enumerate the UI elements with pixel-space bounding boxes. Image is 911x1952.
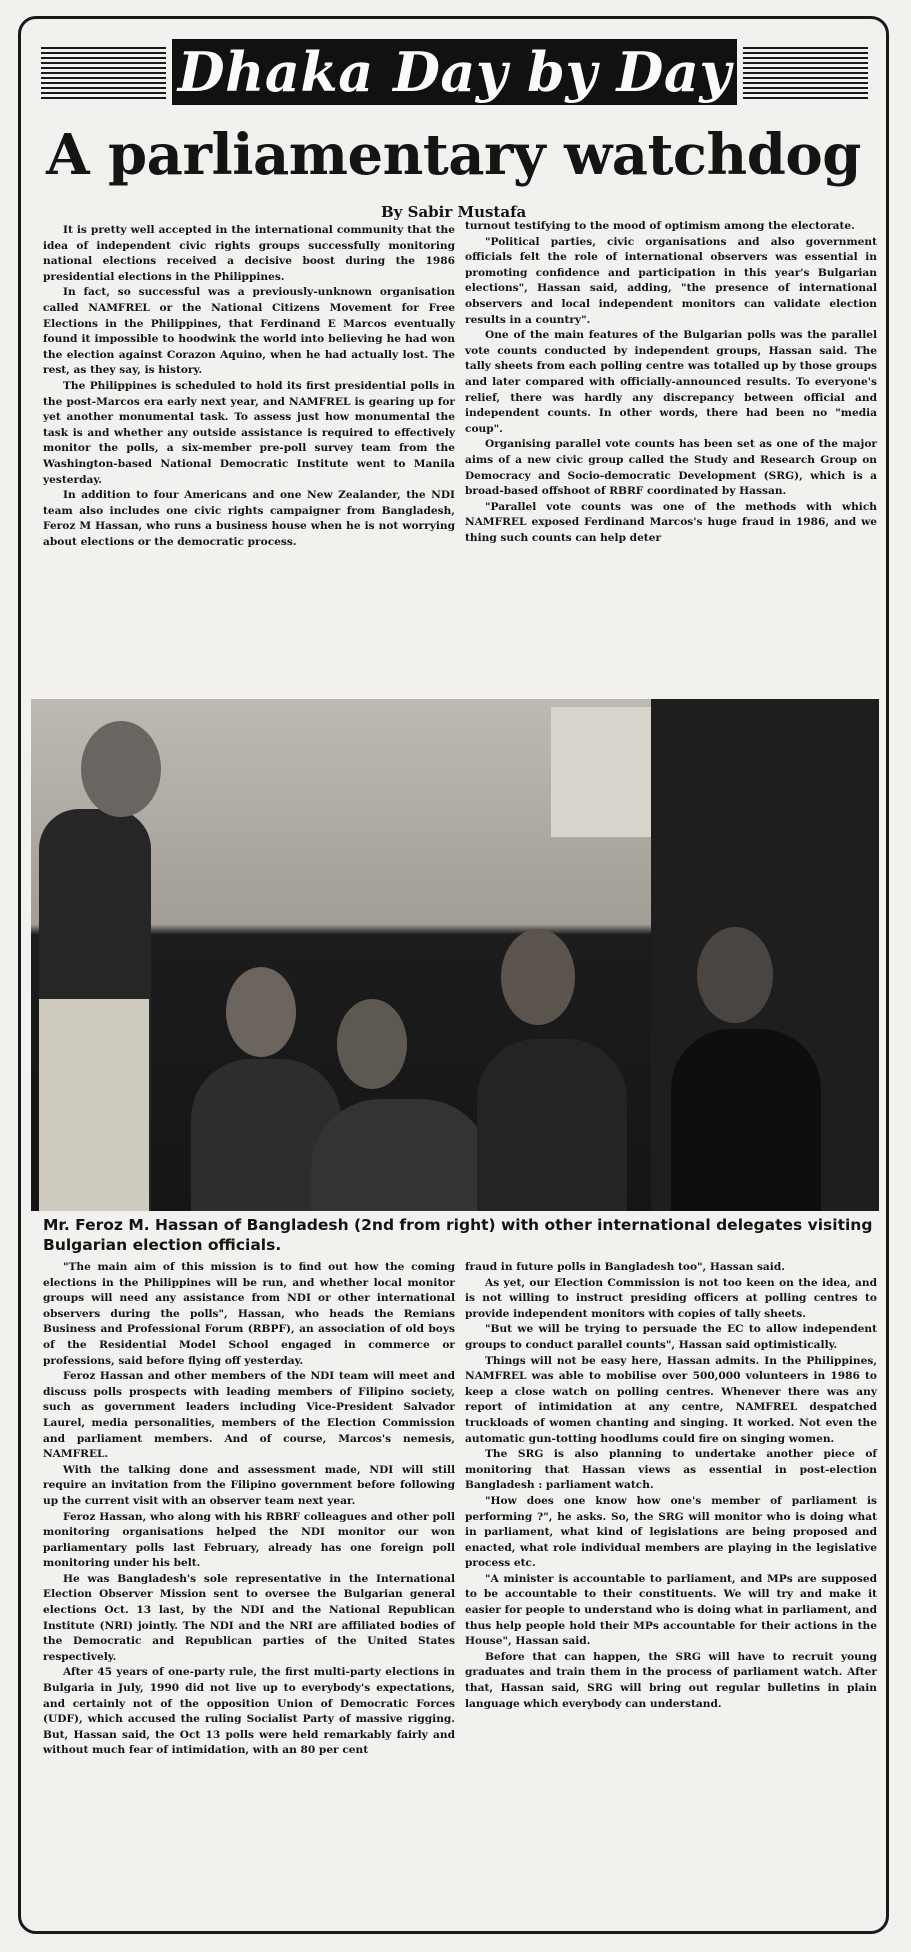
banner-rules-right xyxy=(743,47,868,99)
paragraph: "But we will be trying to persuade the EC to allow independent groups to conduct parallel counts", Hassan said optimistically. xyxy=(465,1323,877,1351)
photo-seated-person-head xyxy=(226,967,296,1057)
paragraph: In addition to four Americans and one New Zealander, the NDI team also includes one civic rights campaigner from Bangladesh, Feroz M Hassan, who runs a business house when he is not worrying about elections or the democratic process. xyxy=(43,489,455,548)
paragraph: One of the main features of the Bulgarian polls was the parallel vote counts conducted by independent groups, Hassan said. The tally sheets from each polling centre was totalled up by those groups and later compared with officially-announced results. To everyone's relief, there was hardly any discrepancy between official and independent counts. In other words, there had been no "media coup". xyxy=(465,329,877,435)
article-column-3 xyxy=(43,1260,455,1759)
paragraph: "The main aim of this mission is to find out how the coming elections in the Philippines will be run, and whether local monitor groups will need any assistance from NDI or other international observers during the polls", Hassan, who heads the Remians Business and Professional Forum (RBPF), an association of old boys of the Residential Model School engaged in commerce or professions, said before flying off yesterday. xyxy=(43,1261,455,1367)
paragraph: "How does one know how one's member of parliament is performing ?", he asks. So, the SRG will monitor who is doing what in parliament, what kind of legislations are being proposed and enacted, what role individual members are playing in the legislative process etc. xyxy=(465,1494,877,1570)
photo-wall-poster xyxy=(551,707,651,837)
article-column-2 xyxy=(465,219,877,546)
paragraph: Organising parallel vote counts has been set as one of the major aims of a new civic group called the Study and Research Group on Democracy and Socio-democratic Development (SRG), which is a broad-based offshoot of RBRF coordinated by Hassan. xyxy=(465,438,877,498)
article-column-1 xyxy=(43,223,455,550)
photo-seated-person xyxy=(477,1039,627,1211)
paragraph: He was Bangladesh's sole representative in the International Election Observer Mission sent to oversee the Bulgarian general elections Oct. 13 last, by the NDI and the National Republican Institute (NRI) jointly. The NDI and the NRI are affiliated bodies of the Democratic and Republican parties of the United States respectively. xyxy=(43,1572,455,1663)
paragraph: "Political parties, civic organisations and also government officials felt the role of international observers was essential in promoting confidence and participation in this year's Bulgarian elections", Hassan said, adding, "the presence of international observers and local independent monitors can validate election results in a country". xyxy=(465,235,877,326)
paragraph: Things will not be easy here, Hassan admits. In the Philippines, NAMFREL was able to mobilise over 500,000 volunteers in 1986 to keep a close watch on polling centres. Whenever there was any report of intimidation at any centre, NAMFREL despatched truckloads of women chanting and singing. It worked. Not even the automatic gun-totting hoodlums could fire on singing women. xyxy=(465,1354,877,1445)
photo-standing-man-trousers xyxy=(39,999,149,1211)
photo-seated-person-head xyxy=(337,999,407,1089)
photo-caption: Mr. Feroz M. Hassan of Bangladesh (2nd from right) with other international delegates visiting Bulgarian election officials. xyxy=(43,1216,873,1254)
paragraph: After 45 years of one-party rule, the first multi-party elections in Bulgaria in July, 1990 did not live up to everybody's expectations, and certainly not of the opposition Union of Democratic Forces (UDF), which accused the ruling Socialist Party of massive rigging. But, Hassan said, the Oct 13 polls were held remarkably fairly and without much fear of intimidation, with an 80 per cent xyxy=(43,1666,455,1757)
photo-standing-man-head xyxy=(81,721,161,817)
photo-seated-person xyxy=(311,1099,491,1211)
paragraph: "Parallel vote counts was one of the methods with which NAMFREL exposed Ferdinand Marcos's huge fraud in 1986, and we thing such counts can help deter xyxy=(465,500,877,544)
photo-seated-person-head xyxy=(697,927,773,1023)
column-banner xyxy=(21,27,886,119)
headline: A parliamentary watchdog xyxy=(46,122,861,188)
paragraph: The SRG is also planning to undertake another piece of monitoring that Hassan views as essential in post-election Bangladesh : parliament watch. xyxy=(465,1448,877,1492)
photo-seated-person xyxy=(671,1029,821,1211)
news-photo xyxy=(31,699,879,1211)
banner-rules-left xyxy=(41,47,166,99)
paragraph: fraud in future polls in Bangladesh too", Hassan said. xyxy=(465,1261,785,1273)
photo-seated-person-head xyxy=(501,929,575,1025)
paragraph: Before that can happen, the SRG will have to recruit young graduates and train them in the process of parliament watch. After that, Hassan said, SRG will bring out regular bulletins in plain language which everybody can understand. xyxy=(465,1650,877,1710)
paragraph: Feroz Hassan, who along with his RBRF colleagues and other poll monitoring organisations helped the NDI monitor our won parliamentary polls last February, already has one foreign poll monitoring under his belt. xyxy=(43,1510,455,1570)
byline: By Sabir Mustafa xyxy=(381,203,527,221)
paragraph: "A minister is accountable to parliament, and MPs are supposed to be accountable to their constituents. We will try and make it easier for people to understand who is doing what in parliament, and thus help people hold their MPs accountable for their actions in the House", Hassan said. xyxy=(465,1572,877,1648)
paragraph: turnout testifying to the mood of optimism among the electorate. xyxy=(465,220,855,232)
column-kicker: Dhaka Day by Day xyxy=(172,39,737,105)
article-frame xyxy=(18,16,889,1934)
article-column-4 xyxy=(465,1260,877,1712)
paragraph: The Philippines is scheduled to hold its first presidential polls in the post-Marcos era early next year, and NAMFREL is gearing up for yet another monumental task. To assess just how monumental the task is and whether any outside assistance is required to effectively monitor the polls, a six-member pre-poll survey team from the Washington-based National Democratic Institute went to Manila yesterday. xyxy=(43,379,455,486)
paragraph: In fact, so successful was a previously-unknown organisation called NAMFREL or the National Citizens Movement for Free Elections in the Philippines, that Ferdinand E Marcos eventually found it impossible to hoodwink the world into believing he had won the election against Corazon Aquino, when he had actually lost. The rest, as they say, is history. xyxy=(43,286,455,377)
paragraph: Feroz Hassan and other members of the NDI team will meet and discuss polls prospects with leading members of Filipino society, such as government leaders including Vice-President Salvador Laurel, media personalities, members of the Election Commission and parliament members. And of course, Marcos's nemesis, NAMFREL. xyxy=(43,1370,455,1461)
paragraph: As yet, our Election Commission is not too keen on the idea, and is not willing to instruct presiding officers at polling centres to provide independent monitors with copies of tally sheets. xyxy=(465,1276,877,1320)
paragraph: It is pretty well accepted in the international community that the idea of independent civic rights groups successfully monitoring national elections received a decisive boost during the 1986 presidential elections in the Philippines. xyxy=(43,224,455,283)
paragraph: With the talking done and assessment made, NDI will still require an invitation from the Filipino government before following up the current visit with an observer team next year. xyxy=(43,1463,455,1507)
